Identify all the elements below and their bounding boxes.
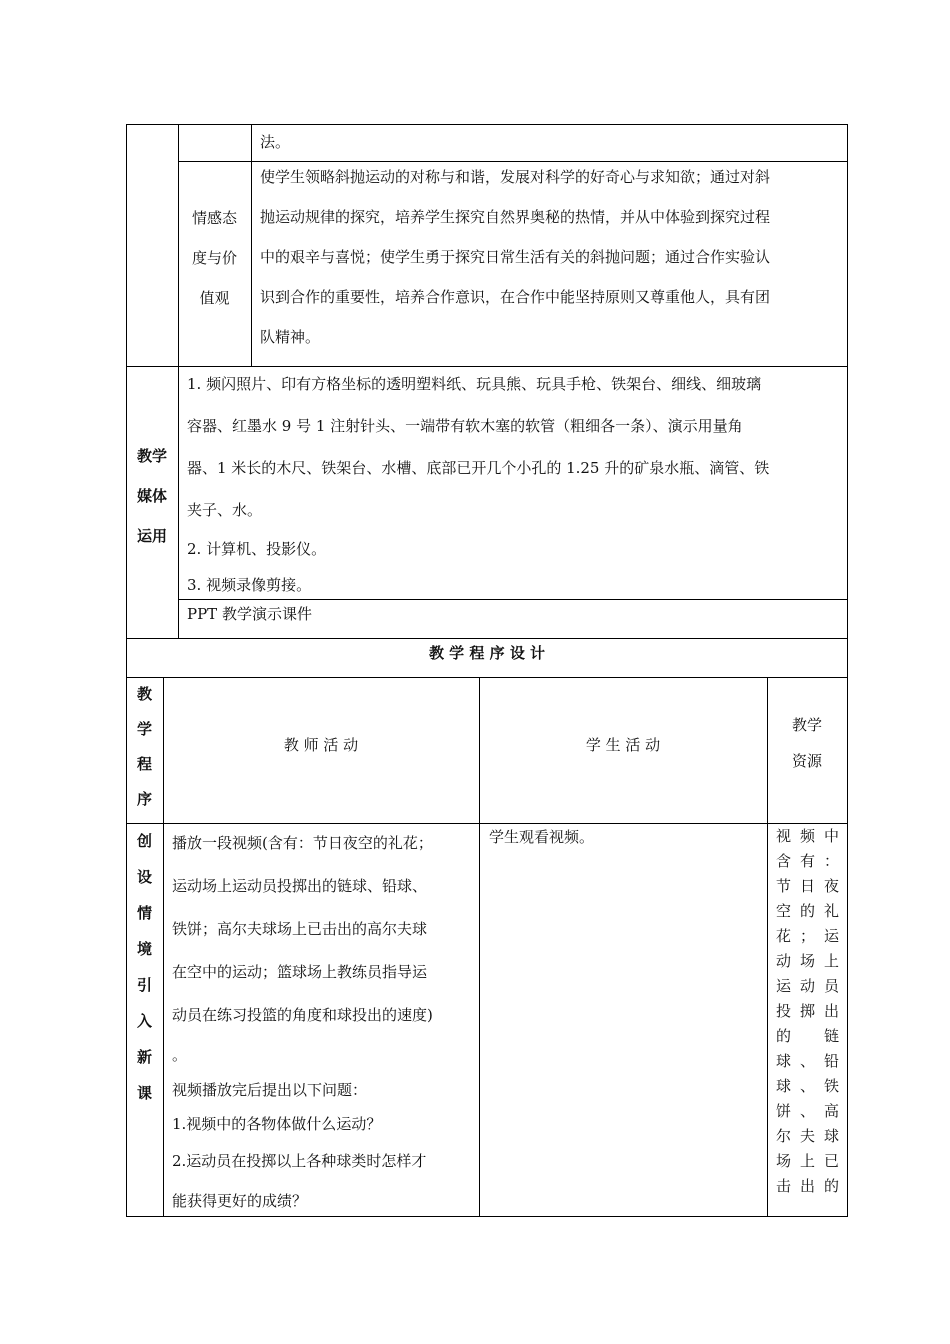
student-text: 学生观看视频。 (489, 828, 595, 846)
teacher-line: 播放一段视频(含有：节日夜空的礼花； (172, 834, 433, 852)
header-student (479, 727, 767, 763)
header-program-char: 序 (136, 790, 152, 808)
emotion-label-line: 情感态 (191, 209, 237, 227)
teacher-line: 运动场上运动员投掷出的链球、铅球、 (172, 877, 428, 895)
header-program (126, 677, 163, 817)
media-line: 容器、红墨水 9 号 1 注射针头、一端带有软木塞的软管（粗细各一条）、演示用量角 (187, 417, 743, 435)
resource-line: 的 链 (776, 1027, 839, 1045)
resource-line: 场上已 (776, 1152, 839, 1170)
resource-line: 含有： (776, 852, 839, 870)
media-label-line: 教学 (136, 447, 167, 465)
header-resource-line: 教学 (791, 716, 822, 734)
teacher-line: 动员在练习投篮的角度和球投出的速度) (172, 1006, 433, 1024)
media-line: 2. 计算机、投影仪。 (187, 540, 327, 558)
media-label-line: 运用 (136, 527, 167, 545)
header-teacher (163, 727, 479, 763)
media-line: 夹子、水。 (187, 501, 263, 519)
procedure-title (126, 638, 848, 668)
emotion-label-line: 值观 (199, 289, 230, 307)
header-resource-line: 资源 (791, 752, 822, 770)
header-teacher-text: 教 师 活 动 (283, 736, 359, 754)
stage1-teacher (172, 822, 477, 1221)
teacher-line: 2.运动员在投掷以上各种球类时怎样才 (172, 1152, 427, 1170)
teacher-line: 。 (172, 1046, 188, 1064)
emotion-label-line: 度与价 (191, 249, 237, 267)
stage1-label-char: 境 (136, 940, 152, 958)
resource-line: 视频中 (776, 827, 839, 845)
header-resource (767, 707, 847, 779)
media-list (187, 363, 843, 603)
resource-line: 球、铅 (776, 1052, 839, 1070)
resource-line: 空的礼 (776, 902, 839, 920)
resource-line: 运动员 (776, 977, 839, 995)
stage1-student (489, 822, 759, 852)
header-program-char: 程 (136, 755, 152, 773)
emotion-line: 队精神。 (260, 328, 321, 346)
method-tail-text: 法。 (260, 133, 291, 151)
ppt-item (187, 599, 787, 629)
stage1-label (126, 823, 163, 1111)
teacher-line: 在空中的运动；篮球场上教练员指导运 (172, 963, 428, 981)
header-program-char: 教 (136, 685, 152, 703)
resource-line: 投掷出 (776, 1002, 839, 1020)
resource-line: 饼、高 (776, 1102, 839, 1120)
stage1-label-char: 引 (136, 976, 152, 994)
resource-line: 球、铁 (776, 1077, 839, 1095)
media-line: 器、1 米长的木尺、铁架台、水槽、底部已开几个小孔的 1.25 升的矿泉水瓶、滴管、铁 (187, 459, 770, 477)
resource-line: 尔夫球 (776, 1127, 839, 1145)
resource-line: 节日夜 (776, 877, 839, 895)
stage1-label-char: 情 (136, 904, 152, 922)
emotion-line: 中的艰辛与喜悦；使学生勇于探究日常生活有关的斜抛问题；通过合作实验认 (260, 248, 771, 266)
emotion-line: 识到合作的重要性，培养合作意识，在合作中能坚持原则又尊重他人，具有团 (260, 288, 771, 306)
procedure-title-text: 教 学 程 序 设 计 (428, 644, 546, 662)
stage1-label-char: 设 (136, 868, 152, 886)
rule (126, 677, 848, 678)
header-program-char: 学 (136, 720, 152, 738)
teacher-line: 能获得更好的成绩？ (172, 1192, 308, 1210)
emotion-line: 使学生领略斜抛运动的对称与和谐，发展对科学的好奇心与求知欲；通过对斜 (260, 168, 771, 186)
stage1-resource (776, 824, 839, 1199)
stage1-label-char: 创 (136, 832, 152, 850)
emotion-line: 抛运动规律的探究，培养学生探究自然界奥秘的热情，并从中体验到探究过程 (260, 208, 771, 226)
resource-line: 击出的 (776, 1177, 839, 1195)
ppt-text: PPT 教学演示课件 (187, 605, 312, 623)
method-tail (260, 122, 840, 162)
media-label (126, 436, 178, 556)
teacher-line: 铁饼；高尔夫球场上已击出的高尔夫球 (172, 920, 428, 938)
header-student-text: 学 生 活 动 (585, 736, 661, 754)
resource-line: 动场上 (776, 952, 839, 970)
resource-line: 花；运 (776, 927, 839, 945)
teacher-line: 1.视频中的各物体做什么运动？ (172, 1115, 382, 1133)
rule (847, 124, 848, 1217)
stage1-label-char: 入 (136, 1012, 152, 1030)
media-line: 3. 视频录像剪接。 (187, 576, 312, 594)
teacher-line: 视频播放完后提出以下问题： (172, 1081, 368, 1099)
media-label-line: 媒体 (136, 487, 167, 505)
stage1-label-char: 课 (136, 1084, 152, 1102)
emotion-text (260, 157, 842, 357)
media-line: 1. 频闪照片、印有方格坐标的透明塑料纸、玩具熊、玩具手枪、铁架台、细线、细玻璃 (187, 375, 762, 393)
emotion-label (178, 198, 251, 318)
stage1-label-char: 新 (136, 1048, 152, 1066)
